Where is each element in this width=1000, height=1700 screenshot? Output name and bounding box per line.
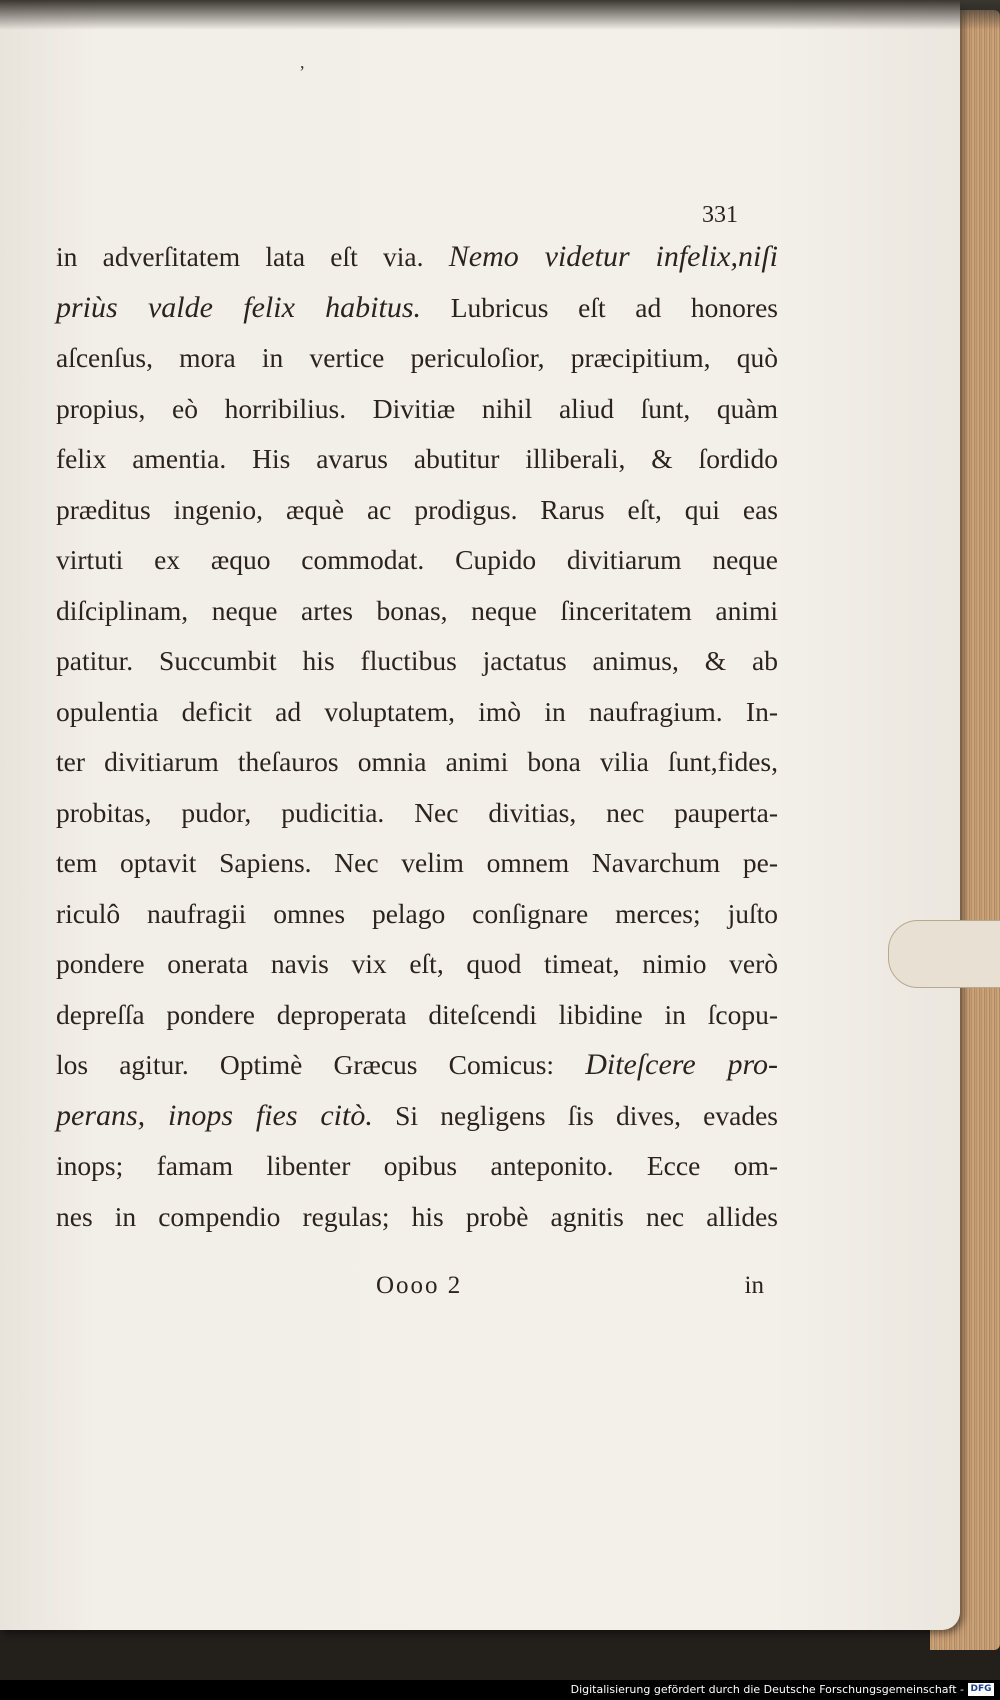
text-run: Si negligens ſis dives, evades [372, 1099, 778, 1131]
text-run: diſciplinam, neque artes bonas, neque ſinceritatem animi [56, 594, 778, 626]
italic-quote: priùs valde felix habitus. [56, 290, 422, 324]
text-run: probitas, pudor, pudicitia. Nec divitias, nec pauperta- [56, 796, 778, 828]
italic-quote: Diteſcere pro- [585, 1048, 778, 1081]
text-line [56, 939, 778, 990]
text-line [56, 889, 778, 940]
text-run: in adverſitatem lata eſt via. [56, 241, 449, 272]
italic-quote: perans, inops fies citò. [56, 1098, 373, 1132]
dfg-logo: DFG [968, 1683, 994, 1696]
text-run: patitur. Succumbit his fluctibus jactatus animus, & ab [56, 645, 778, 676]
text-run: propius, eò horribilius. Divitiæ nihil aliud ſunt, quàm [56, 392, 778, 424]
text-line [56, 535, 778, 586]
footer-credit: Digitalisierung gefördert durch die Deutsche Forschungsgemeinschaft - [570, 1683, 964, 1696]
text-block [56, 232, 778, 1242]
text-line [56, 485, 778, 536]
top-shadow [0, 0, 1000, 30]
text-line [56, 283, 778, 334]
text-run: tem optavit Sapiens. Nec velim omnem Navarchum pe- [56, 847, 778, 878]
text-run: opulentia deficit ad voluptatem, imò in naufragium. In- [56, 695, 778, 727]
text-run: Lubricus eſt ad honores [421, 291, 778, 323]
page-number: 331 [702, 202, 738, 228]
ink-mark: , [300, 52, 305, 72]
bookmark-tab [888, 920, 1000, 988]
text-run: ter divitiarum theſauros omnia animi bona vilia ſunt,fides, [56, 746, 778, 777]
text-line [56, 838, 778, 889]
text-run: inops; famam libenter opibus anteponito. Ecce om- [56, 1150, 778, 1181]
text-line [56, 434, 778, 485]
text-line [56, 1091, 778, 1142]
text-line [56, 384, 778, 435]
text-line [56, 990, 778, 1041]
text-line [56, 737, 778, 788]
text-line [56, 586, 778, 637]
catchword: in [744, 1272, 764, 1299]
text-run: depreſſa pondere deproperata diteſcendi libidine in ſcopu- [56, 998, 778, 1030]
text-line [56, 788, 778, 839]
text-run: felix amentia. His avarus abutitur illiberali, & ſordido [56, 443, 778, 474]
text-line [56, 636, 778, 687]
text-run: riculô naufragii omnes pelago conſignare merces; juſto [56, 897, 778, 929]
text-line [56, 333, 778, 384]
text-run: los agitur. Optimè Græcus Comicus: [56, 1049, 586, 1080]
text-run: aſcenſus, mora in vertice periculoſior, præcipitium, quò [56, 342, 778, 373]
text-line [56, 1040, 778, 1091]
text-line [56, 1192, 778, 1243]
text-run: præditus ingenio, æquè ac prodigus. Rarus eſt, qui eas [56, 493, 778, 525]
signature-line [56, 1272, 778, 1312]
text-run: pondere onerata navis vix eſt, quod timeat, nimio verò [56, 948, 778, 979]
text-line [56, 1141, 778, 1192]
italic-quote: Nemo videtur infelix,niſi [448, 240, 778, 273]
text-line [56, 687, 778, 738]
text-run: virtuti ex æquo commodat. Cupido divitiarum neque [56, 544, 778, 575]
printer-signature: Oooo 2 [376, 1272, 463, 1299]
text-run: nes in compendio regulas; his probè agnitis nec allides [56, 1200, 778, 1232]
text-line [56, 232, 778, 283]
